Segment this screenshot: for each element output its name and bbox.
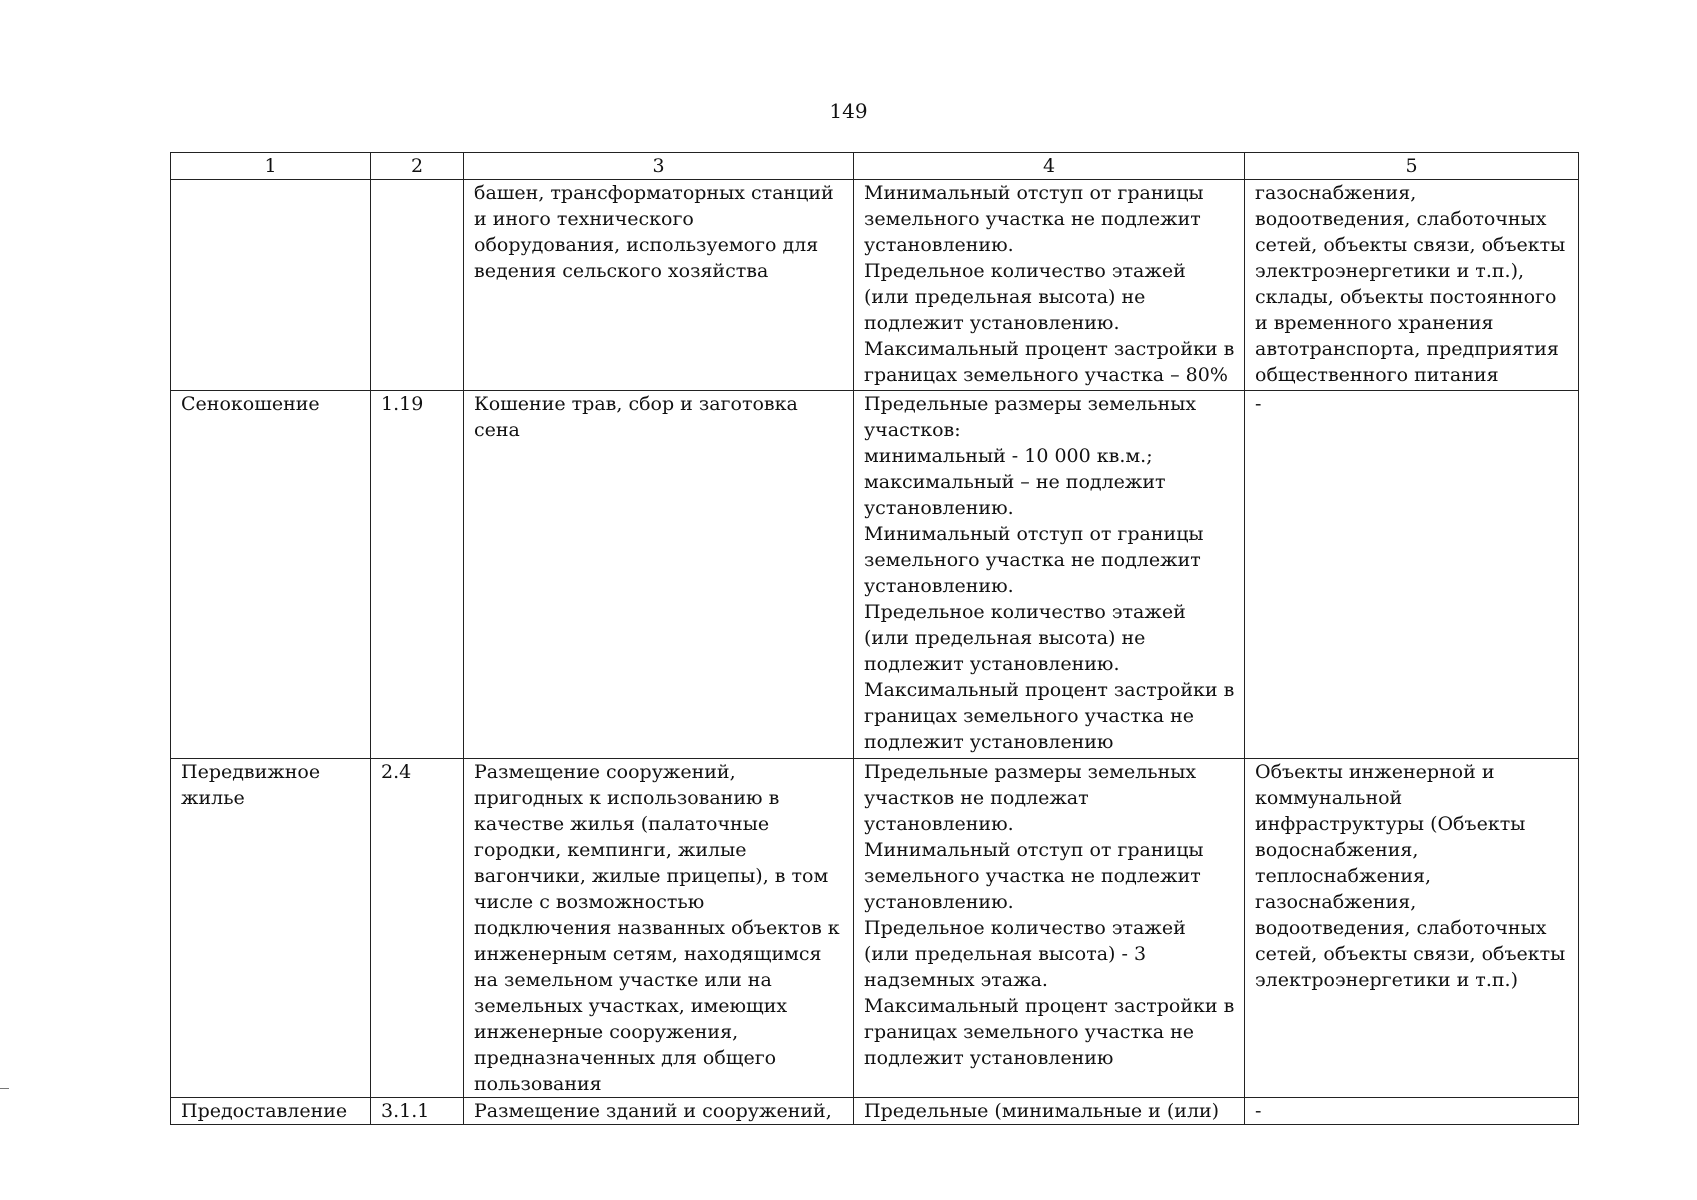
related-objects-cell: газоснабжения, водоотведения, слаботочных сетей, объекты связи, объекты электроэнергетики и т.п.), склады, объекты постоянного и временного хранения автотранспорта, предприятия общественного питания [1245, 180, 1579, 391]
use-name-cell: Предоставление [171, 1098, 371, 1125]
column-header: 5 [1245, 153, 1579, 180]
use-name-cell: Передвижное жилье [171, 759, 371, 1098]
description-cell: Размещение зданий и сооружений, [464, 1098, 854, 1125]
use-code-cell [371, 180, 464, 391]
parameters-cell: Предельные размеры земельных участков: минимальный - 10 000 кв.м.; максимальный – не подлежит установлению. Минимальный отступ от границы земельного участка не подлежит установлению. Предельное количество этажей (или предельная высота) не подлежит установлению. Максимальный процент застройки в границах земельного участка не подлежит установлению [854, 391, 1245, 759]
zoning-table [170, 152, 1579, 1125]
related-objects-cell: - [1245, 391, 1579, 759]
table-row [171, 759, 1579, 1098]
column-header: 3 [464, 153, 854, 180]
use-code-cell: 2.4 [371, 759, 464, 1098]
description-cell: башен, трансформаторных станций и иного технического оборудования, используемого для ведения сельского хозяйства [464, 180, 854, 391]
related-objects-cell: - [1245, 1098, 1579, 1125]
parameters-cell: Предельные (минимальные и (или) [854, 1098, 1245, 1125]
column-header: 1 [171, 153, 371, 180]
parameters-cell: Минимальный отступ от границы земельного участка не подлежит установлению. Предельное количество этажей (или предельная высота) не подлежит установлению. Максимальный процент застройки в границах земельного участка – 80% [854, 180, 1245, 391]
description-cell: Размещение сооружений, пригодных к использованию в качестве жилья (палаточные городки, кемпинги, жилые вагончики, жилые прицепы), в том числе с возможностью подключения названных объектов к инженерным сетям, находящимся на земельном участке или на земельных участках, имеющих инженерные сооружения, предназначенных для общего пользования [464, 759, 854, 1098]
use-code-cell: 1.19 [371, 391, 464, 759]
use-code-cell: 3.1.1 [371, 1098, 464, 1125]
table-row [171, 391, 1579, 759]
page-number: 149 [829, 99, 868, 123]
use-name-cell [171, 180, 371, 391]
column-header: 2 [371, 153, 464, 180]
column-header: 4 [854, 153, 1245, 180]
table-header-row [171, 153, 1579, 180]
use-name-cell: Сенокошение [171, 391, 371, 759]
table-row [171, 1098, 1579, 1125]
table-row [171, 180, 1579, 391]
parameters-cell: Предельные размеры земельных участков не подлежат установлению. Минимальный отступ от границы земельного участка не подлежит установлению. Предельное количество этажей (или предельная высота) - 3 надземных этажа. Максимальный процент застройки в границах земельного участка не подлежит установлению [854, 759, 1245, 1098]
description-cell: Кошение трав, сбор и заготовка сена [464, 391, 854, 759]
related-objects-cell: Объекты инженерной и коммунальной инфраструктуры (Объекты водоснабжения, теплоснабжения, газоснабжения, водоотведения, слаботочных сетей, объекты связи, объекты электроэнергетики и т.п.) [1245, 759, 1579, 1098]
margin-mark [0, 1088, 9, 1089]
